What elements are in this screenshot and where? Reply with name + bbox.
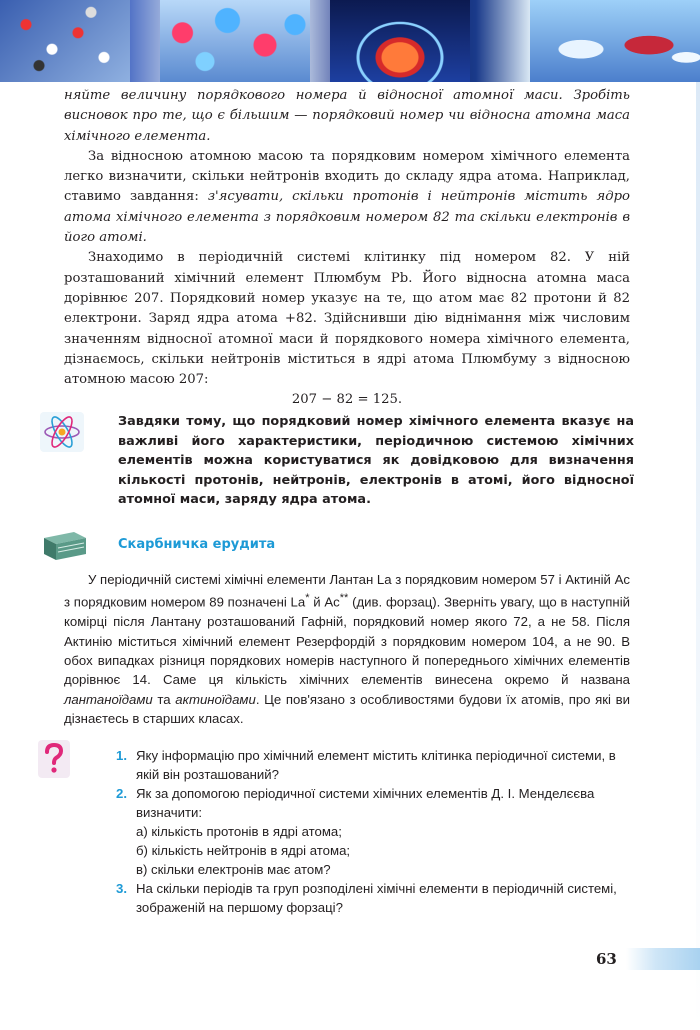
- intro-paragraph-0: няйте величину порядкового номера й відносної атомної маси. Зробіть висновок про те, що є більшим — порядковий номер чи відносна атомна маса хімічного елемента.: [64, 88, 630, 144]
- questions-list: [116, 746, 626, 917]
- question-subitem: а) кількість протонів в ядрі атома;: [136, 824, 342, 839]
- erudite-text-part-4: та: [152, 691, 176, 707]
- question-mark-icon: [38, 740, 70, 778]
- colored-spheres-image: [160, 0, 310, 82]
- erudite-term-actinoids: актиноїдами: [175, 691, 256, 707]
- erudite-text-part-5: . Це пов'язано з особливостями будови їх атомів, про які ви дізнаєтесь в старших класах.: [64, 691, 630, 727]
- erudite-term-lanthanoids: лантаноїдами: [64, 691, 153, 707]
- erudite-text: [64, 570, 630, 729]
- erudite-sup-2: **: [339, 592, 349, 605]
- question-number: 1.: [116, 748, 127, 763]
- formula: 207 − 82 = 125.: [291, 392, 403, 408]
- erudite-text-part-2: й Ac: [309, 594, 340, 610]
- intro-paragraph-1-task: з'ясувати, скільки протонів і нейтронів містить ядро атома хімічного елемента з порядковим номером 82 та скільки електронів в його атомі.: [64, 189, 630, 246]
- page-number-bar: [626, 948, 700, 970]
- atom-icon: [40, 412, 84, 452]
- key-point-text: Завдяки тому, що порядковий номер хімічного елемента вказує на важливі його характеристики, періодичною системою хімічних елементів можна користуватися як довідковою для визначення кількості протонів, нейтронів, електронів в атомі, його відносної атомної маси, заряду ядра атома.: [118, 414, 634, 508]
- erudite-text-part-1: У періодичній системі хімічні елементи Лантан La з порядковим номером 57 і Актиній Ac з порядковим номером 89 позначені La: [64, 572, 630, 610]
- question-text: Як за допомогою періодичної системи хімічних елементів Д. І. Менделєєва визначити:: [136, 786, 595, 820]
- question-item: [116, 879, 626, 917]
- molecule-model-image: [0, 0, 130, 82]
- header-banner: [0, 0, 700, 82]
- atom-image: [330, 0, 470, 82]
- question-text: Яку інформацію про хімічний елемент містить клітинка періодичної системи, в якій він розташований?: [136, 748, 616, 782]
- intro-text: [64, 86, 630, 411]
- question-number: 3.: [116, 881, 127, 896]
- erudite-text-part-3: (див. форзац). Зверніть увагу, що в наступній комірці після Лантану розташований Гафній, порядковий номер якого 72, а не 58. Після Актинію міститься хімічний елемент Резерфордій з порядковим номером 104, а не 90. В обох випадках різниця порядкових номерів наступного й попереднього хімічних елементів дорівнює 14. Саме ця кількість хімічних елементів винесена окремо й названа: [64, 594, 630, 688]
- page-number: 63: [596, 950, 617, 968]
- intro-paragraph-1-plain: За відносною атомною масою та порядковим номером хімічного елемента легко визначити, скільки нейтронів входить до складу ядра атома. Наприклад, ставимо завдання:: [64, 148, 630, 205]
- intro-paragraph-2: Знаходимо в періодичній системі клітинку під номером 82. У ній розташований хімічний елемент Плюмбум Pb. Його відносна атомна маса дорівнює 207. Порядковий номер указує на те, що атом має 82 протони й 82 електрони. Заряд ядра атома +82. Здійснивши дію віднімання між числовим значенням відносної атомної маси й порядкового номера хімічного елемента, дізнаємось, скільки нейтронів міститься в ядрі атома Плюмбуму з відносною атомною масою 207:: [64, 250, 630, 388]
- question-subitem: в) скільки електронів має атом?: [136, 862, 331, 877]
- question-text: На скільки періодів та груп розподілені хімічні елементи в періодичній системі, зображеній на першому форзаці?: [136, 881, 617, 915]
- question-number: 2.: [116, 786, 127, 801]
- erudite-sup-1: *: [305, 592, 310, 605]
- question-subitem: б) кількість нейтронів в ядрі атома;: [136, 843, 351, 858]
- book-icon: [40, 528, 90, 564]
- erudite-title: Скарбничка ерудита: [118, 537, 276, 552]
- intro-paragraph-1: [64, 147, 630, 248]
- side-decoration: [696, 82, 700, 1030]
- flasks-image: [530, 0, 700, 82]
- question-item: [116, 746, 626, 784]
- question-item: [116, 784, 626, 879]
